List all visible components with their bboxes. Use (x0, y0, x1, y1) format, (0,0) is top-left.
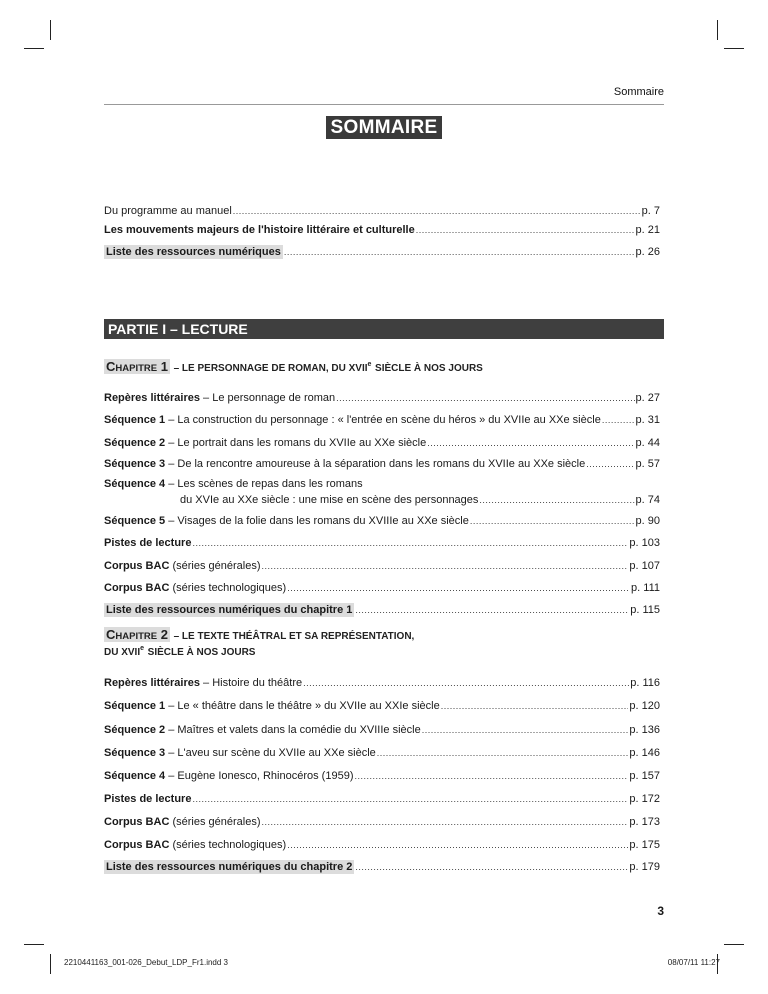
toc-entry[interactable]: Séquence 4 – Eugène Ionesco, Rhinocéros (1959) ..... p. 157 (104, 769, 660, 783)
toc-entry[interactable]: Pistes de lecture ..... p. 172 (104, 792, 660, 806)
crop-mark (724, 944, 744, 945)
toc-entry[interactable]: Repères littéraires – Histoire du théâtre ..... p. 116 (104, 676, 660, 690)
toc-entry[interactable]: Du programme au manuel ..... p. 7 (104, 204, 660, 218)
footer-filename: 2210441163_001-026_Debut_LDP_Fr1.indd 3 (64, 958, 228, 967)
toc-entry[interactable]: Séquence 1 – Le « théâtre dans le théâtre » du XVIIe au XXIe siècle ..... p. 120 (104, 699, 660, 713)
toc-entry[interactable]: Séquence 3 – De la rencontre amoureuse à la séparation dans les romans du XVIIe au XXe siècle ..... p. 57 (104, 457, 660, 471)
toc-entry[interactable]: Séquence 5 – Visages de la folie dans les romans du XVIIIe au XXe siècle ..... p. 90 (104, 514, 660, 528)
running-header: Sommaire (613, 86, 664, 98)
toc-entry[interactable]: Séquence 2 – Maîtres et valets dans la comédie du XVIIIe siècle ..... p. 136 (104, 723, 660, 737)
page-number: 3 (657, 904, 664, 918)
footer-timestamp: 08/07/11 11:27 (667, 958, 720, 967)
toc-entry[interactable]: Séquence 2 – Le portrait dans les romans du XVIIe au XXe siècle ..... p. 44 (104, 436, 660, 450)
crop-mark (724, 48, 744, 49)
toc-entry[interactable]: Corpus BAC (séries technologiques) ..... p. 111 (104, 581, 660, 595)
toc-entry[interactable]: Liste des ressources numériques ..... p. 26 (104, 245, 660, 259)
toc-entry[interactable]: Corpus BAC (séries technologiques) ..... p. 175 (104, 838, 660, 852)
crop-mark (717, 20, 718, 40)
chapter-2-heading: CHAPITRE 2 – LE TEXTE THÉÂTRAL ET SA REPRÉSENTATION, (106, 627, 415, 642)
toc-entry[interactable]: Repères littéraires – Le personnage de roman ..... p. 27 (104, 391, 660, 405)
toc-entry[interactable]: Séquence 1 – La construction du personnage : « l'entrée en scène du héros » du XVIIe au XXe siècle ..... p. 31 (104, 413, 660, 427)
page-title: SOMMAIRE (0, 116, 768, 139)
toc-entry[interactable]: Séquence 3 – L'aveu sur scène du XVIIe au XXe siècle ..... p. 146 (104, 746, 660, 760)
toc-entry[interactable]: Pistes de lecture ..... p. 103 (104, 536, 660, 550)
toc-entry[interactable]: Corpus BAC (séries générales) ..... p. 107 (104, 559, 660, 573)
toc-entry[interactable]: Liste des ressources numériques du chapitre 2 ..... p. 179 (104, 860, 660, 874)
chapter-1-heading: CHAPITRE 1 – LE PERSONNAGE DE ROMAN, DU XVIIe SIÈCLE À NOS JOURS (106, 359, 483, 374)
crop-mark (50, 20, 51, 40)
chapter-2-heading-line2: DU XVIIe SIÈCLE À NOS JOURS (104, 645, 256, 658)
header-rule (104, 104, 664, 105)
toc-entry[interactable]: Corpus BAC (séries générales) ..... p. 173 (104, 815, 660, 829)
part-heading: PARTIE I – LECTURE (104, 319, 664, 339)
crop-mark (24, 48, 44, 49)
crop-mark (24, 944, 44, 945)
toc-entry[interactable]: Les mouvements majeurs de l'histoire littéraire et culturelle ..... p. 21 (104, 223, 660, 237)
toc-entry[interactable]: du XVIe au XXe siècle : une mise en scène des personnages ..... p. 74 (104, 493, 660, 507)
toc-entry[interactable]: Liste des ressources numériques du chapitre 1 ..... p. 115 (104, 603, 660, 617)
crop-mark (50, 954, 51, 974)
toc-entry[interactable]: Séquence 4 – Les scènes de repas dans les romans (104, 478, 363, 490)
